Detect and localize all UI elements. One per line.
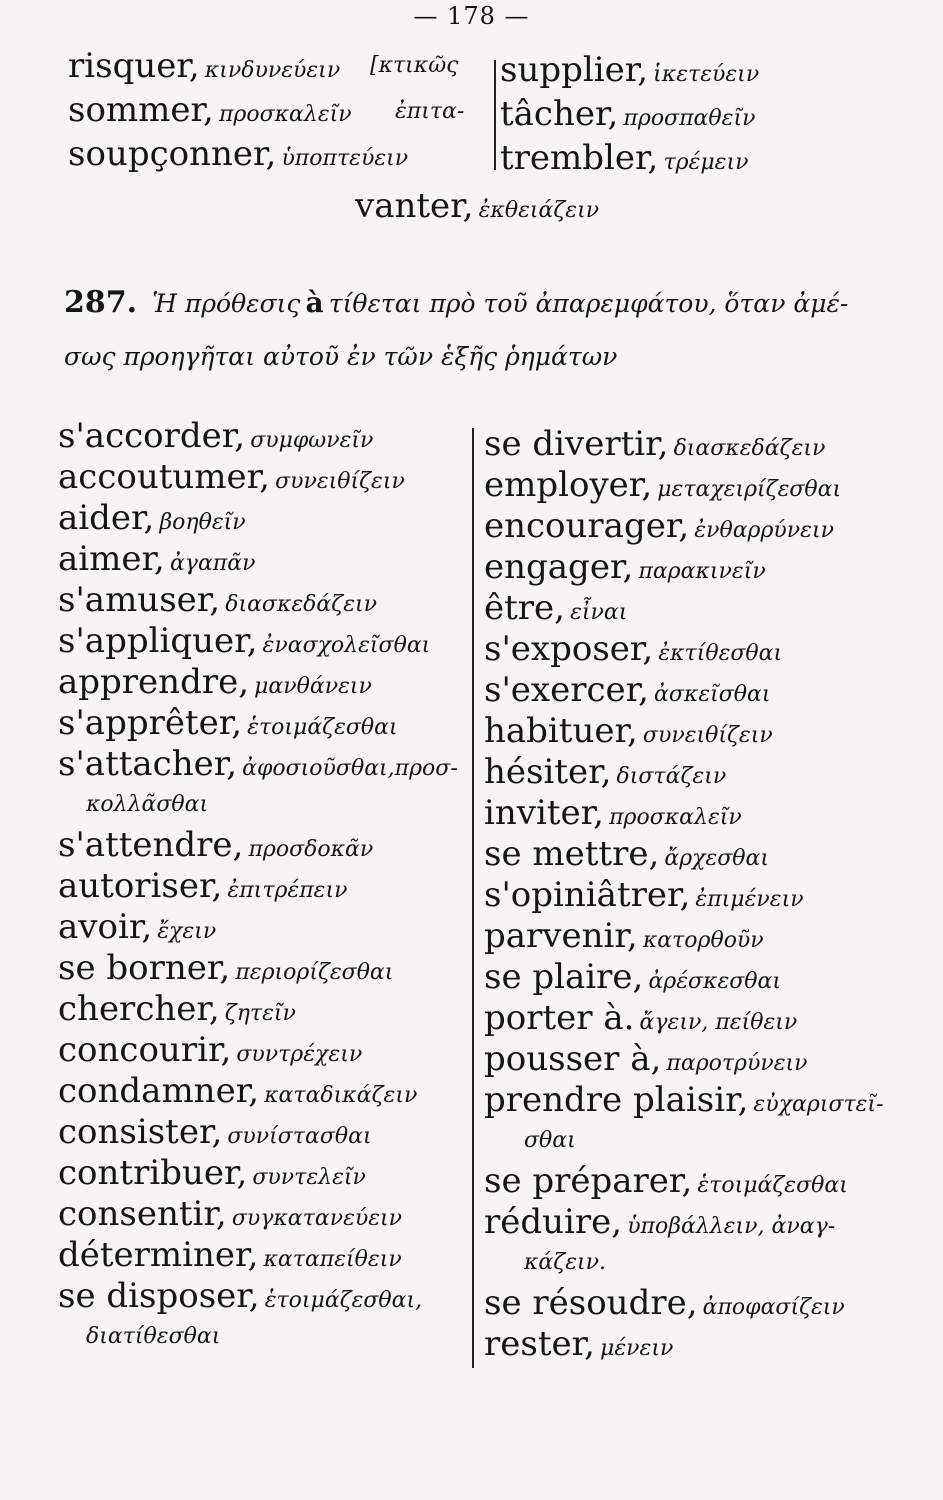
french-word: consentir, — [58, 1194, 227, 1234]
list-item — [58, 703, 468, 744]
greek-continuation: κολλᾶσθαι — [86, 792, 209, 817]
greek-translation: προσκαλεῖν — [609, 805, 742, 830]
greek-translation: ἑτοιμάζεσθαι — [697, 1173, 848, 1198]
greek-translation: προσδοκᾶν — [248, 837, 374, 862]
list-item — [484, 1324, 934, 1365]
greek-translation: παροτρύνειν — [666, 1051, 808, 1076]
greek-translation: συμφωνεῖν — [250, 428, 374, 453]
list-item — [500, 48, 930, 92]
french-word: s'attendre, — [58, 825, 244, 865]
list-item — [484, 711, 934, 752]
list-item — [484, 1202, 934, 1243]
french-word: risquer, — [68, 46, 200, 86]
french-word: se plaire, — [484, 957, 644, 997]
french-word: employer, — [484, 465, 653, 505]
french-word: être, — [484, 588, 565, 628]
greek-translation: ἀποφασίζειν — [702, 1295, 845, 1320]
list-item — [58, 539, 468, 580]
french-word: s'exercer, — [484, 670, 649, 710]
french-word: s'amuser, — [58, 580, 221, 620]
greek-translation: ἐκτίθεσθαι — [658, 641, 783, 666]
french-word: trembler, — [500, 138, 659, 178]
french-word: prendre plaisir, — [484, 1080, 749, 1120]
greek-translation: ἄγειν, πείθειν — [639, 1010, 798, 1035]
greek-translation: ἑτοιμάζεσθαι — [247, 715, 398, 740]
list-item — [500, 136, 930, 180]
greek-translation: συντρέχειν — [236, 1042, 363, 1067]
french-word: aimer, — [58, 539, 165, 579]
greek-translation: εὐχαριστεῖ- — [753, 1092, 884, 1117]
section-text-line2: σως προηγῆται αὐτοῦ ἐν τῶν ἑξῆς ῥημάτων — [64, 342, 618, 371]
list-item — [58, 1235, 468, 1276]
greek-translation: ὑποβάλλειν, ἀναγ- — [627, 1214, 836, 1239]
french-word: concourir, — [58, 1030, 232, 1070]
list-item — [58, 825, 468, 866]
greek-translation: ἔχειν — [157, 919, 217, 944]
greek-translation: καταδικάζειν — [264, 1083, 418, 1108]
french-word: s'opiniâtrer, — [484, 875, 691, 915]
french-word: vanter, — [355, 186, 474, 226]
list-item — [58, 1030, 468, 1071]
french-word: autoriser, — [58, 866, 223, 906]
greek-translation: ἄρχεσθαι — [664, 846, 770, 871]
french-word: pousser à, — [484, 1039, 662, 1079]
greek-translation: περιορίζεσθαι — [235, 960, 394, 985]
greek-translation: ἐνθαρρύνειν — [694, 518, 834, 543]
list-item — [484, 998, 934, 1039]
french-word: parvenir, — [484, 916, 638, 956]
list-item — [500, 92, 930, 136]
section-text: Ἡ πρόθεσις — [152, 289, 301, 318]
greek-translation: καταπείθειν — [263, 1247, 402, 1272]
section-paragraph — [64, 278, 924, 382]
french-word: s'apprêter, — [58, 703, 243, 743]
french-word: se mettre, — [484, 834, 660, 874]
french-word: s'attacher, — [58, 744, 238, 784]
section-number: 287. — [64, 285, 138, 320]
greek-translation: μεταχειρίζεσθαι — [657, 477, 842, 502]
list-item — [484, 588, 934, 629]
greek-translation: παρακινεῖν — [638, 559, 766, 584]
french-word: déterminer, — [58, 1235, 259, 1275]
greek-translation: ἀσκεῖσθαι — [654, 682, 771, 707]
french-word: supplier, — [500, 50, 649, 90]
list-item — [484, 916, 934, 957]
french-word: engager, — [484, 547, 634, 587]
list-item — [484, 752, 934, 793]
greek-translation: διστάζειν — [616, 764, 727, 789]
greek-translation: κινδυνεύειν — [204, 58, 341, 83]
list-item — [484, 547, 934, 588]
list-item — [58, 744, 468, 785]
greek-translation: συνειθίζειν — [642, 723, 773, 748]
greek-translation: ἀγαπᾶν — [169, 551, 256, 576]
list-item — [484, 1161, 934, 1202]
right-verb-column — [484, 424, 934, 1365]
list-item — [58, 1194, 468, 1235]
greek-translation: διασκεδάζειν — [225, 592, 378, 617]
list-item — [484, 1080, 934, 1121]
greek-translation: ἐπιμένειν — [695, 887, 804, 912]
french-word: habituer, — [484, 711, 638, 751]
list-item — [484, 629, 934, 670]
french-word: s'accorder, — [58, 416, 246, 456]
list-item — [58, 457, 468, 498]
french-word: condamner, — [58, 1071, 260, 1111]
french-word: tâcher, — [500, 94, 619, 134]
french-word: apprendre, — [58, 662, 250, 702]
french-word: se préparer, — [484, 1161, 693, 1201]
list-item — [58, 662, 468, 703]
french-word: inviter, — [484, 793, 604, 833]
list-item — [58, 1112, 468, 1153]
list-item — [484, 957, 934, 998]
greek-translation: διασκεδάζειν — [673, 436, 826, 461]
french-word: se borner, — [58, 948, 231, 988]
french-word: se disposer, — [58, 1276, 260, 1316]
column-divider — [472, 428, 474, 1368]
greek-translation: ἱκετεύειν — [653, 62, 760, 87]
list-item — [58, 580, 468, 621]
french-word: rester, — [484, 1324, 595, 1364]
french-word: se divertir, — [484, 424, 669, 464]
list-item — [58, 1276, 468, 1317]
list-item — [484, 875, 934, 916]
french-word: sommer, — [68, 90, 214, 130]
list-item — [484, 834, 934, 875]
top-right-list — [500, 48, 930, 180]
centered-entry — [355, 184, 599, 234]
list-item — [58, 989, 468, 1030]
page-number: — 178 — — [413, 2, 530, 30]
hyphen-fragment: ἐπιτα- — [395, 99, 465, 124]
greek-translation: μανθάνειν — [254, 674, 372, 699]
greek-translation: συνειθίζειν — [275, 469, 405, 494]
list-item — [484, 670, 934, 711]
greek-continuation: κάζειν. — [524, 1250, 607, 1275]
greek-translation: μένειν — [600, 1336, 674, 1361]
section-text: τίθεται πρὸ τοῦ ἀπαρεμφάτου, ὅταν ἀμέ- — [328, 289, 849, 318]
greek-translation: ἀρέσκεσθαι — [648, 969, 782, 994]
list-item — [484, 506, 934, 547]
greek-continuation: σθαι — [524, 1128, 576, 1153]
list-item — [484, 1283, 934, 1324]
left-verb-column — [58, 416, 468, 1357]
greek-translation: συνίστασθαι — [227, 1124, 372, 1149]
french-word: se résoudre, — [484, 1283, 698, 1323]
greek-translation: ἀφοσιοῦσθαι,προσ- — [242, 756, 458, 781]
greek-translation: ἐπιτρέπειν — [227, 878, 348, 903]
bracket-fragment: [κτικῶς — [370, 53, 459, 78]
greek-translation: ζητεῖν — [224, 1001, 296, 1026]
list-item — [58, 498, 468, 539]
french-word: s'appliquer, — [58, 621, 258, 661]
list-item — [484, 424, 934, 465]
list-item — [58, 948, 468, 989]
greek-translation: βοηθεῖν — [159, 510, 246, 535]
french-word: réduire, — [484, 1202, 623, 1242]
french-word: aider, — [58, 498, 155, 538]
french-word: soupçonner, — [68, 134, 277, 174]
french-word: hésiter, — [484, 752, 612, 792]
greek-translation: εἶναι — [570, 600, 628, 625]
greek-translation: προσπαθεῖν — [623, 106, 756, 131]
french-word: contribuer, — [58, 1153, 248, 1193]
greek-translation: ὑποπτεύειν — [281, 146, 409, 171]
list-item — [58, 1153, 468, 1194]
french-word: avoir, — [58, 907, 153, 947]
section-keyword: à — [305, 286, 324, 319]
french-word: porter à. — [484, 998, 635, 1038]
french-word: s'exposer, — [484, 629, 654, 669]
column-divider — [494, 60, 496, 170]
list-item — [58, 416, 468, 457]
list-item — [484, 465, 934, 506]
greek-translation: κατορθοῦν — [642, 928, 764, 953]
list-item — [58, 1071, 468, 1112]
list-item — [68, 132, 498, 176]
greek-continuation: διατίθεσθαι — [86, 1324, 221, 1349]
french-word: consister, — [58, 1112, 223, 1152]
greek-translation: προσκαλεῖν — [218, 102, 352, 127]
greek-translation: ἐκθειάζειν — [478, 198, 600, 223]
greek-translation: τρέμειν — [663, 150, 749, 175]
greek-translation: ἐνασχολεῖσθαι — [262, 633, 431, 658]
list-item — [484, 793, 934, 834]
list-item — [58, 866, 468, 907]
french-word: chercher, — [58, 989, 220, 1029]
list-item — [484, 1039, 934, 1080]
list-item — [58, 621, 468, 662]
greek-translation: συντελεῖν — [252, 1165, 366, 1190]
french-word: accoutumer, — [58, 457, 270, 497]
list-item — [58, 907, 468, 948]
french-word: encourager, — [484, 506, 690, 546]
greek-translation: ἑτοιμάζεσθαι, — [264, 1288, 423, 1313]
greek-translation: συγκατανεύειν — [231, 1206, 403, 1231]
